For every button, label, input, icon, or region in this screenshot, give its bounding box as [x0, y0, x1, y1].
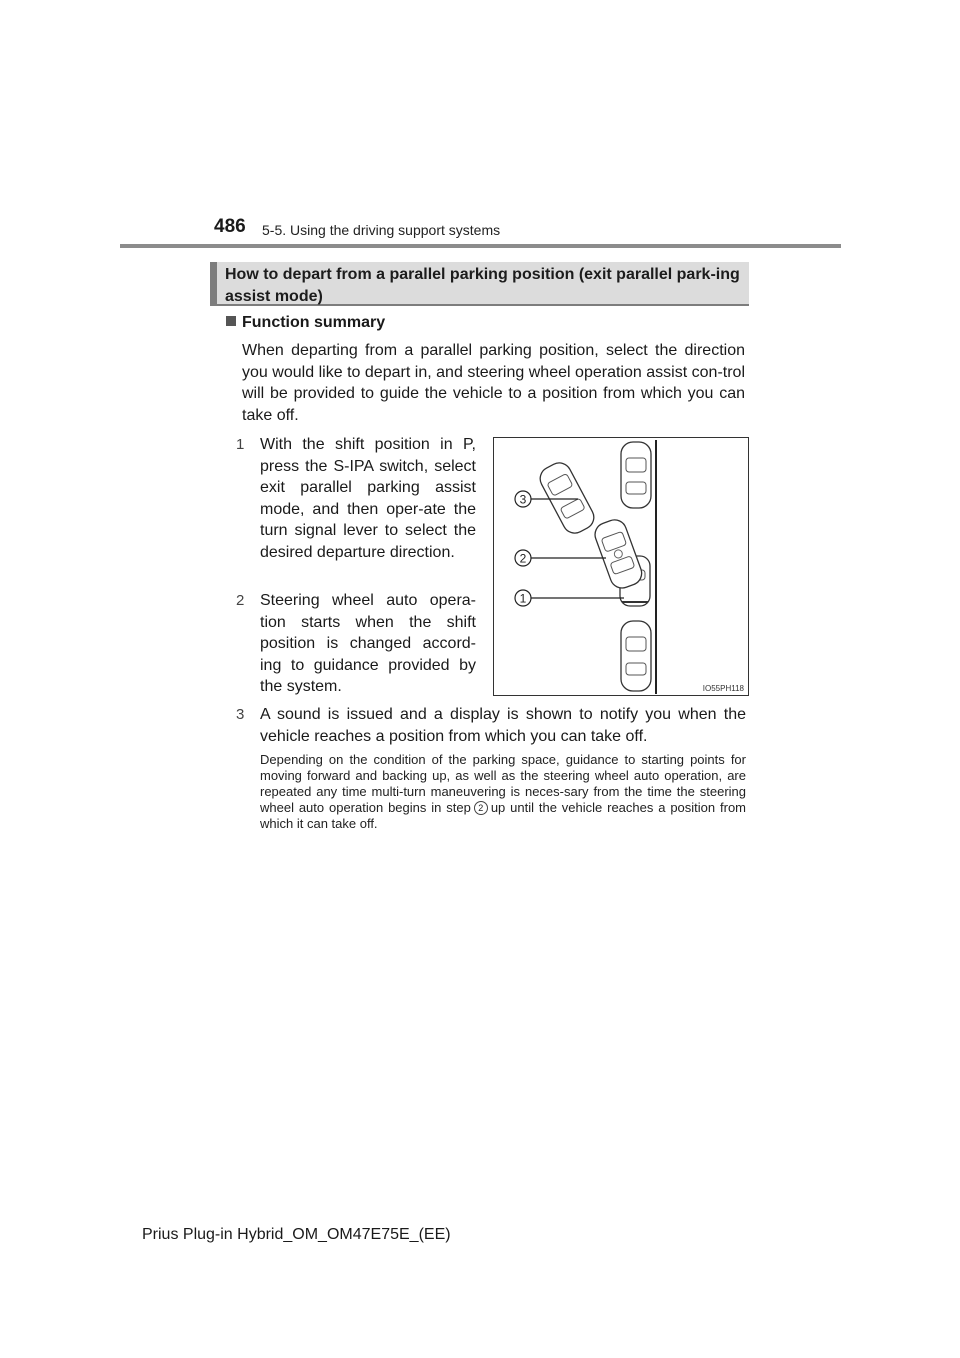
- step-3-text: A sound is issued and a display is shown to notify you when the vehicle reaches a position from which you can take off.: [260, 706, 746, 745]
- header-rule: [120, 244, 841, 248]
- vehicle-position-2-icon: [592, 517, 645, 592]
- diagram-svg: [494, 438, 748, 695]
- step-number-1: 1: [236, 436, 245, 453]
- step-number-3: 3: [236, 706, 245, 723]
- square-bullet-icon: [226, 316, 236, 326]
- section-heading-box: [210, 262, 749, 306]
- note-text-before: Depending on the condition of the parking space, guidance to starting points for moving forward and backing up, as well as the steering wheel auto operation, are repeated any time multi-turn maneuvering is neces-sary from the time the steering wheel auto operation begins in step: [260, 752, 746, 815]
- callout-3-label: 3: [519, 492, 527, 507]
- parked-car-front-icon: [621, 442, 651, 508]
- document-footer: Prius Plug-in Hybrid_OM_OM47E75E_(EE): [142, 1226, 451, 1243]
- parked-car-rear-icon: [621, 621, 651, 691]
- page-number: 486: [214, 216, 246, 237]
- figure-code: IO55PH118: [702, 684, 744, 693]
- section-title: 5-5. Using the driving support systems: [262, 222, 501, 238]
- vehicle-position-3-icon: [536, 459, 598, 538]
- step-number-2: 2: [236, 592, 245, 609]
- step-1-text: With the shift position in P, press the S-IPA switch, select exit parallel parking assist mode, and then oper-ate the turn signal lever to select the desired departure direction.: [260, 436, 476, 561]
- callout-1-label: 1: [519, 591, 527, 606]
- note-text-after: up until the vehicle reaches a position from which it can take off.: [260, 800, 746, 831]
- subheading-text: Function summary: [242, 314, 386, 331]
- callout-2-label: 2: [519, 551, 527, 566]
- subheading: [226, 314, 385, 332]
- section-heading: How to depart from a parallel parking position (exit parallel park-ing assist mode): [225, 266, 740, 305]
- note-paragraph: [260, 752, 746, 832]
- summary-paragraph: When departing from a parallel parking position, select the direction you would like to depart in, and steering wheel operation assist con-trol will be provided to guide the vehicle to a position from which you can take off.: [242, 342, 745, 424]
- step-2-text: Steering wheel auto opera-tion starts when the shift position is changed accord-ing to guidance provided by the system.: [260, 592, 476, 695]
- step-ref-circle: 2: [474, 801, 488, 815]
- parallel-exit-diagram: [493, 437, 749, 696]
